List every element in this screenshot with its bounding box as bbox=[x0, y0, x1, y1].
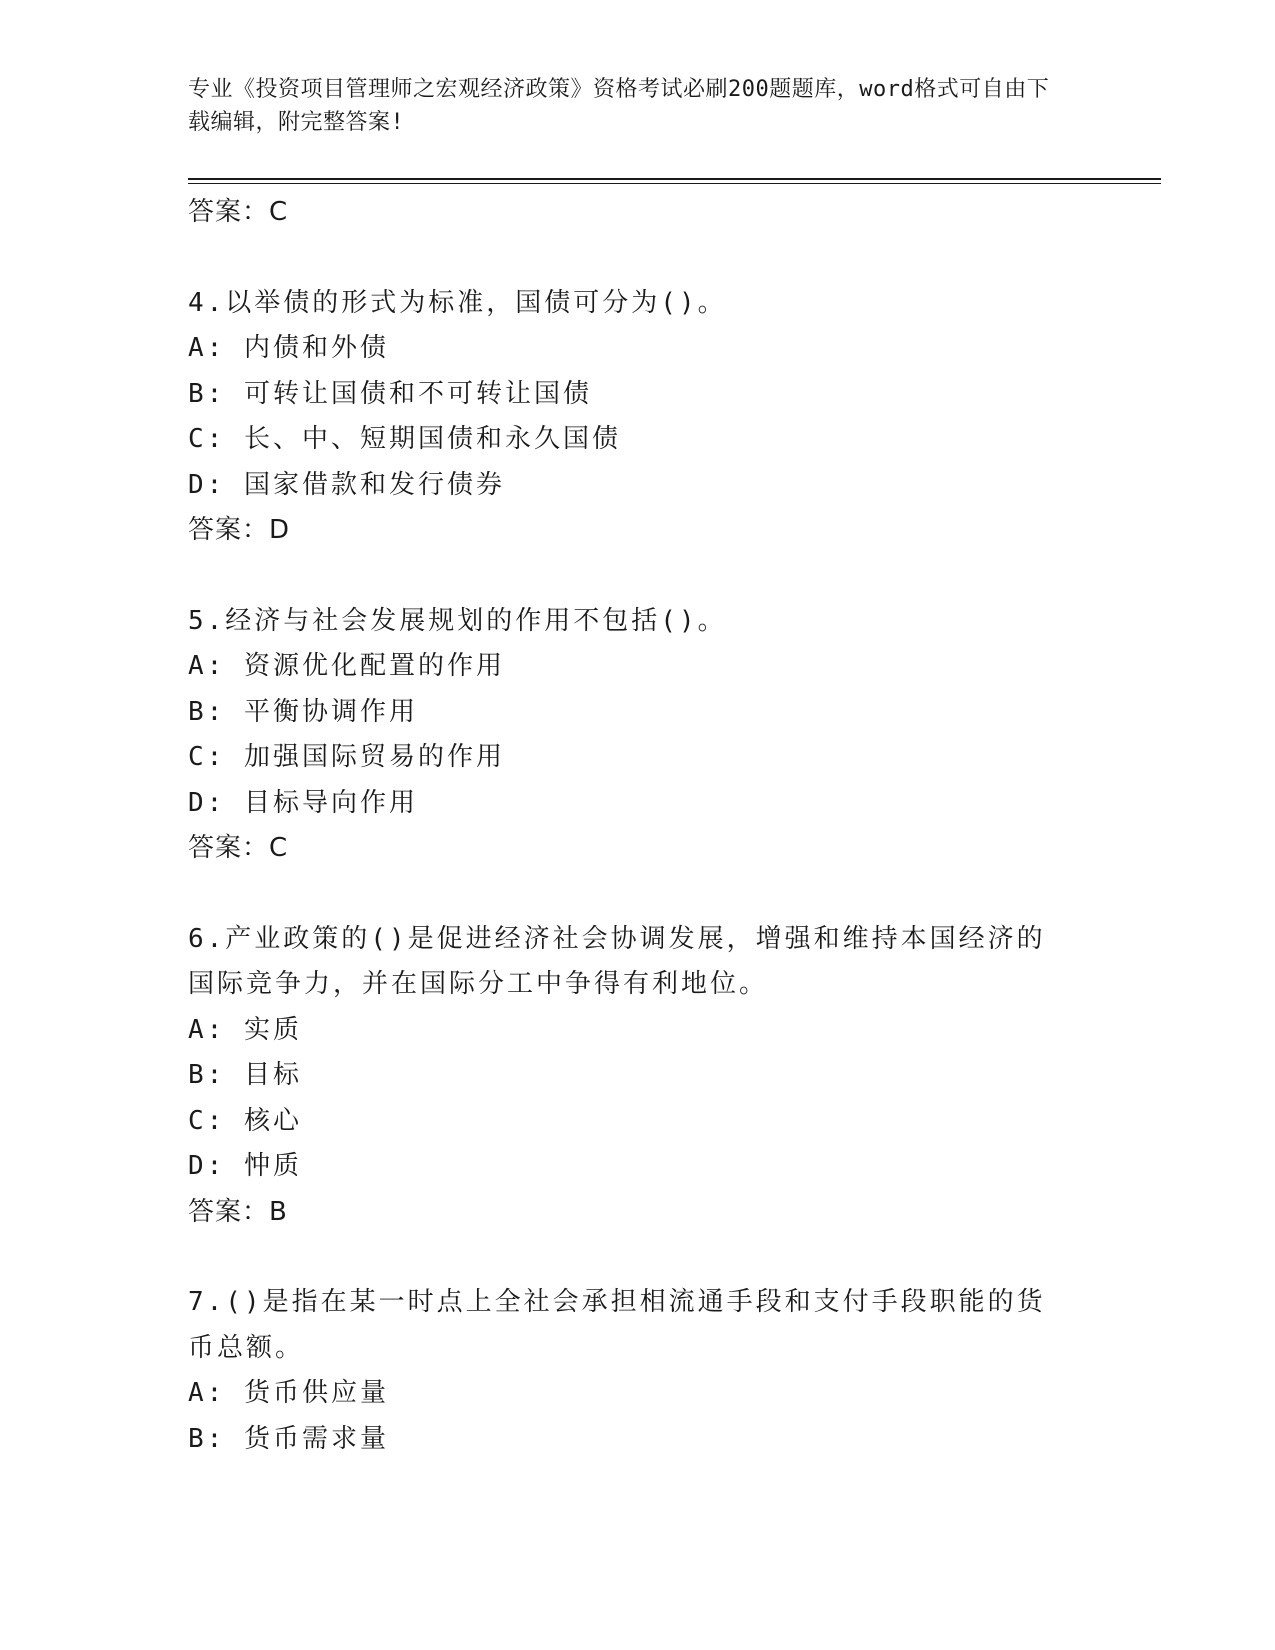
option-b: B: 平衡协调作用 bbox=[188, 696, 418, 727]
option-c: C: 加强国际贸易的作用 bbox=[188, 742, 505, 772]
option-a: A: 实质 bbox=[188, 1014, 302, 1045]
option-b: B: 可转让国债和不可转让国债 bbox=[188, 378, 592, 409]
header-divider-thick bbox=[188, 178, 1161, 180]
question-stem: 7.()是指在某一时点上全社会承担相流通手段和支付手段职能的货币总额。 bbox=[188, 1287, 1046, 1363]
header-divider-thin bbox=[188, 183, 1161, 184]
document-header: 专业《投资项目管理师之宏观经济政策》资格考试必刷200题题库，word格式可自由下载编辑，附完整答案! bbox=[188, 77, 1050, 135]
question-stem: 4.以举债的形式为标准，国债可分为()。 bbox=[188, 287, 727, 318]
option-c: C: 核心 bbox=[188, 1105, 302, 1136]
question-block bbox=[188, 1280, 1068, 1462]
question-stem: 5.经济与社会发展规划的作用不包括()。 bbox=[188, 605, 727, 636]
option-b: B: 目标 bbox=[188, 1060, 302, 1090]
answer-line: 答案：C bbox=[188, 833, 289, 863]
answer-line: 答案：D bbox=[188, 515, 291, 545]
question-block bbox=[188, 281, 1068, 554]
option-c: C: 长、中、短期国债和永久国债 bbox=[188, 424, 621, 454]
option-d: D: 目标导向作用 bbox=[188, 787, 418, 818]
answer-line: 答案：B bbox=[188, 1196, 288, 1227]
document-body bbox=[188, 190, 1068, 1462]
option-a: A: 内债和外债 bbox=[188, 333, 389, 363]
option-d: D: 忡质 bbox=[188, 1151, 302, 1181]
option-a: A: 资源优化配置的作用 bbox=[188, 651, 505, 681]
option-b: B: 货币需求量 bbox=[188, 1423, 389, 1454]
option-d: D: 国家借款和发行债券 bbox=[188, 469, 505, 500]
question-stem: 6.产业政策的()是促进经济社会协调发展，增强和维持本国经济的国际竞争力，并在国际分工中争得有利地位。 bbox=[188, 923, 1046, 999]
option-a: A: 货币供应量 bbox=[188, 1378, 389, 1408]
answer-line: 答案：C bbox=[188, 197, 289, 227]
question-block bbox=[188, 599, 1068, 872]
question-block bbox=[188, 917, 1068, 1236]
